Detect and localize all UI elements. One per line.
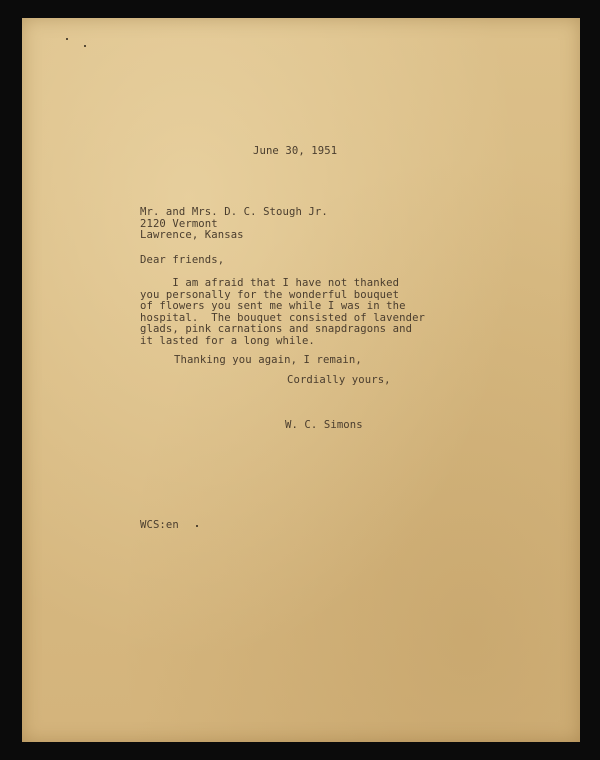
address-line: Mr. and Mrs. D. C. Stough Jr. bbox=[140, 206, 328, 218]
letter-body bbox=[140, 278, 425, 347]
paper-speck bbox=[84, 45, 86, 47]
typist-initials: WCS:en bbox=[140, 519, 179, 531]
letter-date: June 30, 1951 bbox=[253, 145, 338, 157]
body-line: I am afraid that I have not thanked bbox=[140, 277, 400, 289]
closing: Cordially yours, bbox=[287, 374, 391, 386]
signature-name: W. C. Simons bbox=[285, 419, 363, 431]
paper-speck bbox=[196, 525, 198, 527]
salutation: Dear friends, bbox=[140, 254, 225, 266]
thanks-line: Thanking you again, I remain, bbox=[174, 354, 362, 366]
address-line: Lawrence, Kansas bbox=[140, 229, 244, 241]
body-line: it lasted for a long while. bbox=[140, 334, 315, 347]
body-line: glads, pink carnations and snapdragons and bbox=[140, 323, 413, 335]
body-line: hospital. The bouquet consisted of lavender bbox=[140, 311, 426, 324]
body-line: you personally for the wonderful bouquet bbox=[140, 288, 400, 301]
body-line: of flowers you sent me while I was in the bbox=[140, 300, 406, 312]
recipient-address bbox=[140, 207, 328, 242]
address-line: 2120 Vermont bbox=[140, 217, 218, 230]
letter-page bbox=[22, 18, 580, 742]
paper-speck bbox=[66, 38, 68, 40]
